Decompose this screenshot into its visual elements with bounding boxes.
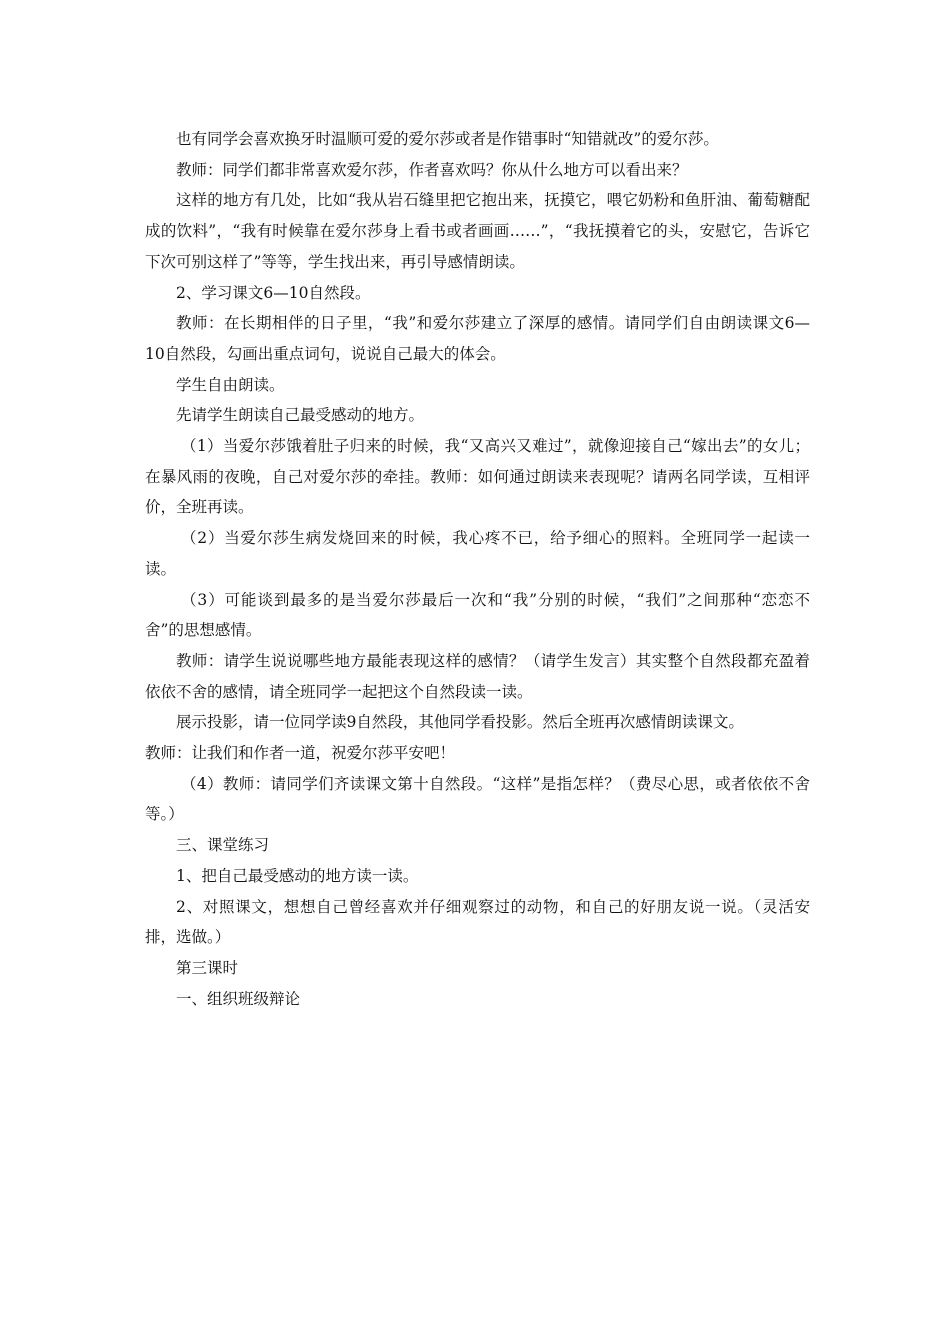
exercise-item-1: 1、把自己最受感动的地方读一读。: [176, 866, 419, 885]
paragraph-11: 教师：请学生说说哪些地方最能表现这样的感情？（请学生发言）其实整个自然段都充盈着依依不舍的感情，请全班同学一起把这个自然段读一读。: [145, 651, 810, 701]
section-heading-2: 2、学习课文6—10自然段。: [176, 283, 371, 302]
paragraph-5: 教师：在长期相伴的日子里，“我”和爱尔莎建立了深厚的感情。请同学们自由朗读课文6—10自然段，勾画出重点词句，说说自己最大的体会。: [145, 314, 810, 363]
paragraph-3: 这样的地方有几处，比如“我从岩石缝里把它抱出来，抚摸它，喂它奶粉和鱼肝油、葡萄糖配成的饮料”，“我有时候靠在爱尔莎身上看书或者画画……”，“我抚摸着它的头，安慰它，告诉它下次可别这样了”等等，学生找出来，再引导感情朗读。: [145, 191, 810, 271]
list-item-2: （2）当爱尔莎生病发烧回来的时候，我心疼不已，给予细心的照料。全班同学一起读一读。: [145, 529, 810, 578]
paragraph-1: 也有同学会喜欢换牙时温顺可爱的爱尔莎或者是作错事时“知错就改”的爱尔莎。: [176, 130, 719, 148]
document-body: [145, 124, 810, 1014]
paragraph-2: 教师：同学们都非常喜欢爱尔莎，作者喜欢吗？你从什么地方可以看出来？: [176, 160, 688, 179]
paragraph-13: 教师：让我们和作者一道，祝爱尔莎平安吧！: [145, 744, 456, 763]
list-item-4: （4）教师：请同学们齐读课文第十自然段。“这样”是指怎样？（费尽心思，或者依依不舍等。）: [145, 774, 810, 824]
lesson-heading: 第三课时: [176, 958, 239, 977]
section-heading-1: 一、组织班级辩论: [176, 989, 301, 1008]
section-heading-3: 三、课堂练习: [176, 836, 270, 855]
paragraph-6: 学生自由朗读。: [176, 375, 285, 394]
list-item-3: （3）可能谈到最多的是当爱尔莎最后一次和“我”分别的时候，“我们”之间那种“恋恋不舍”的思想感情。: [145, 590, 810, 640]
paragraph-12: 展示投影，请一位同学读9自然段，其他同学看投影。然后全班再次感情朗读课文。: [176, 713, 744, 732]
exercise-item-2: 2、对照课文，想想自己曾经喜欢并仔细观察过的动物，和自己的好朋友说一说。（灵活安排，选做。）: [145, 897, 810, 947]
list-item-1: （1）当爱尔莎饿着肚子归来的时候，我“又高兴又难过”，就像迎接自己“嫁出去”的女儿；在暴风雨的夜晚，自己对爱尔莎的牵挂。教师：如何通过朗读来表现呢？请两名同学读，互相评价，全班再读。: [145, 437, 810, 517]
paragraph-7: 先请学生朗读自己最受感动的地方。: [176, 406, 425, 425]
